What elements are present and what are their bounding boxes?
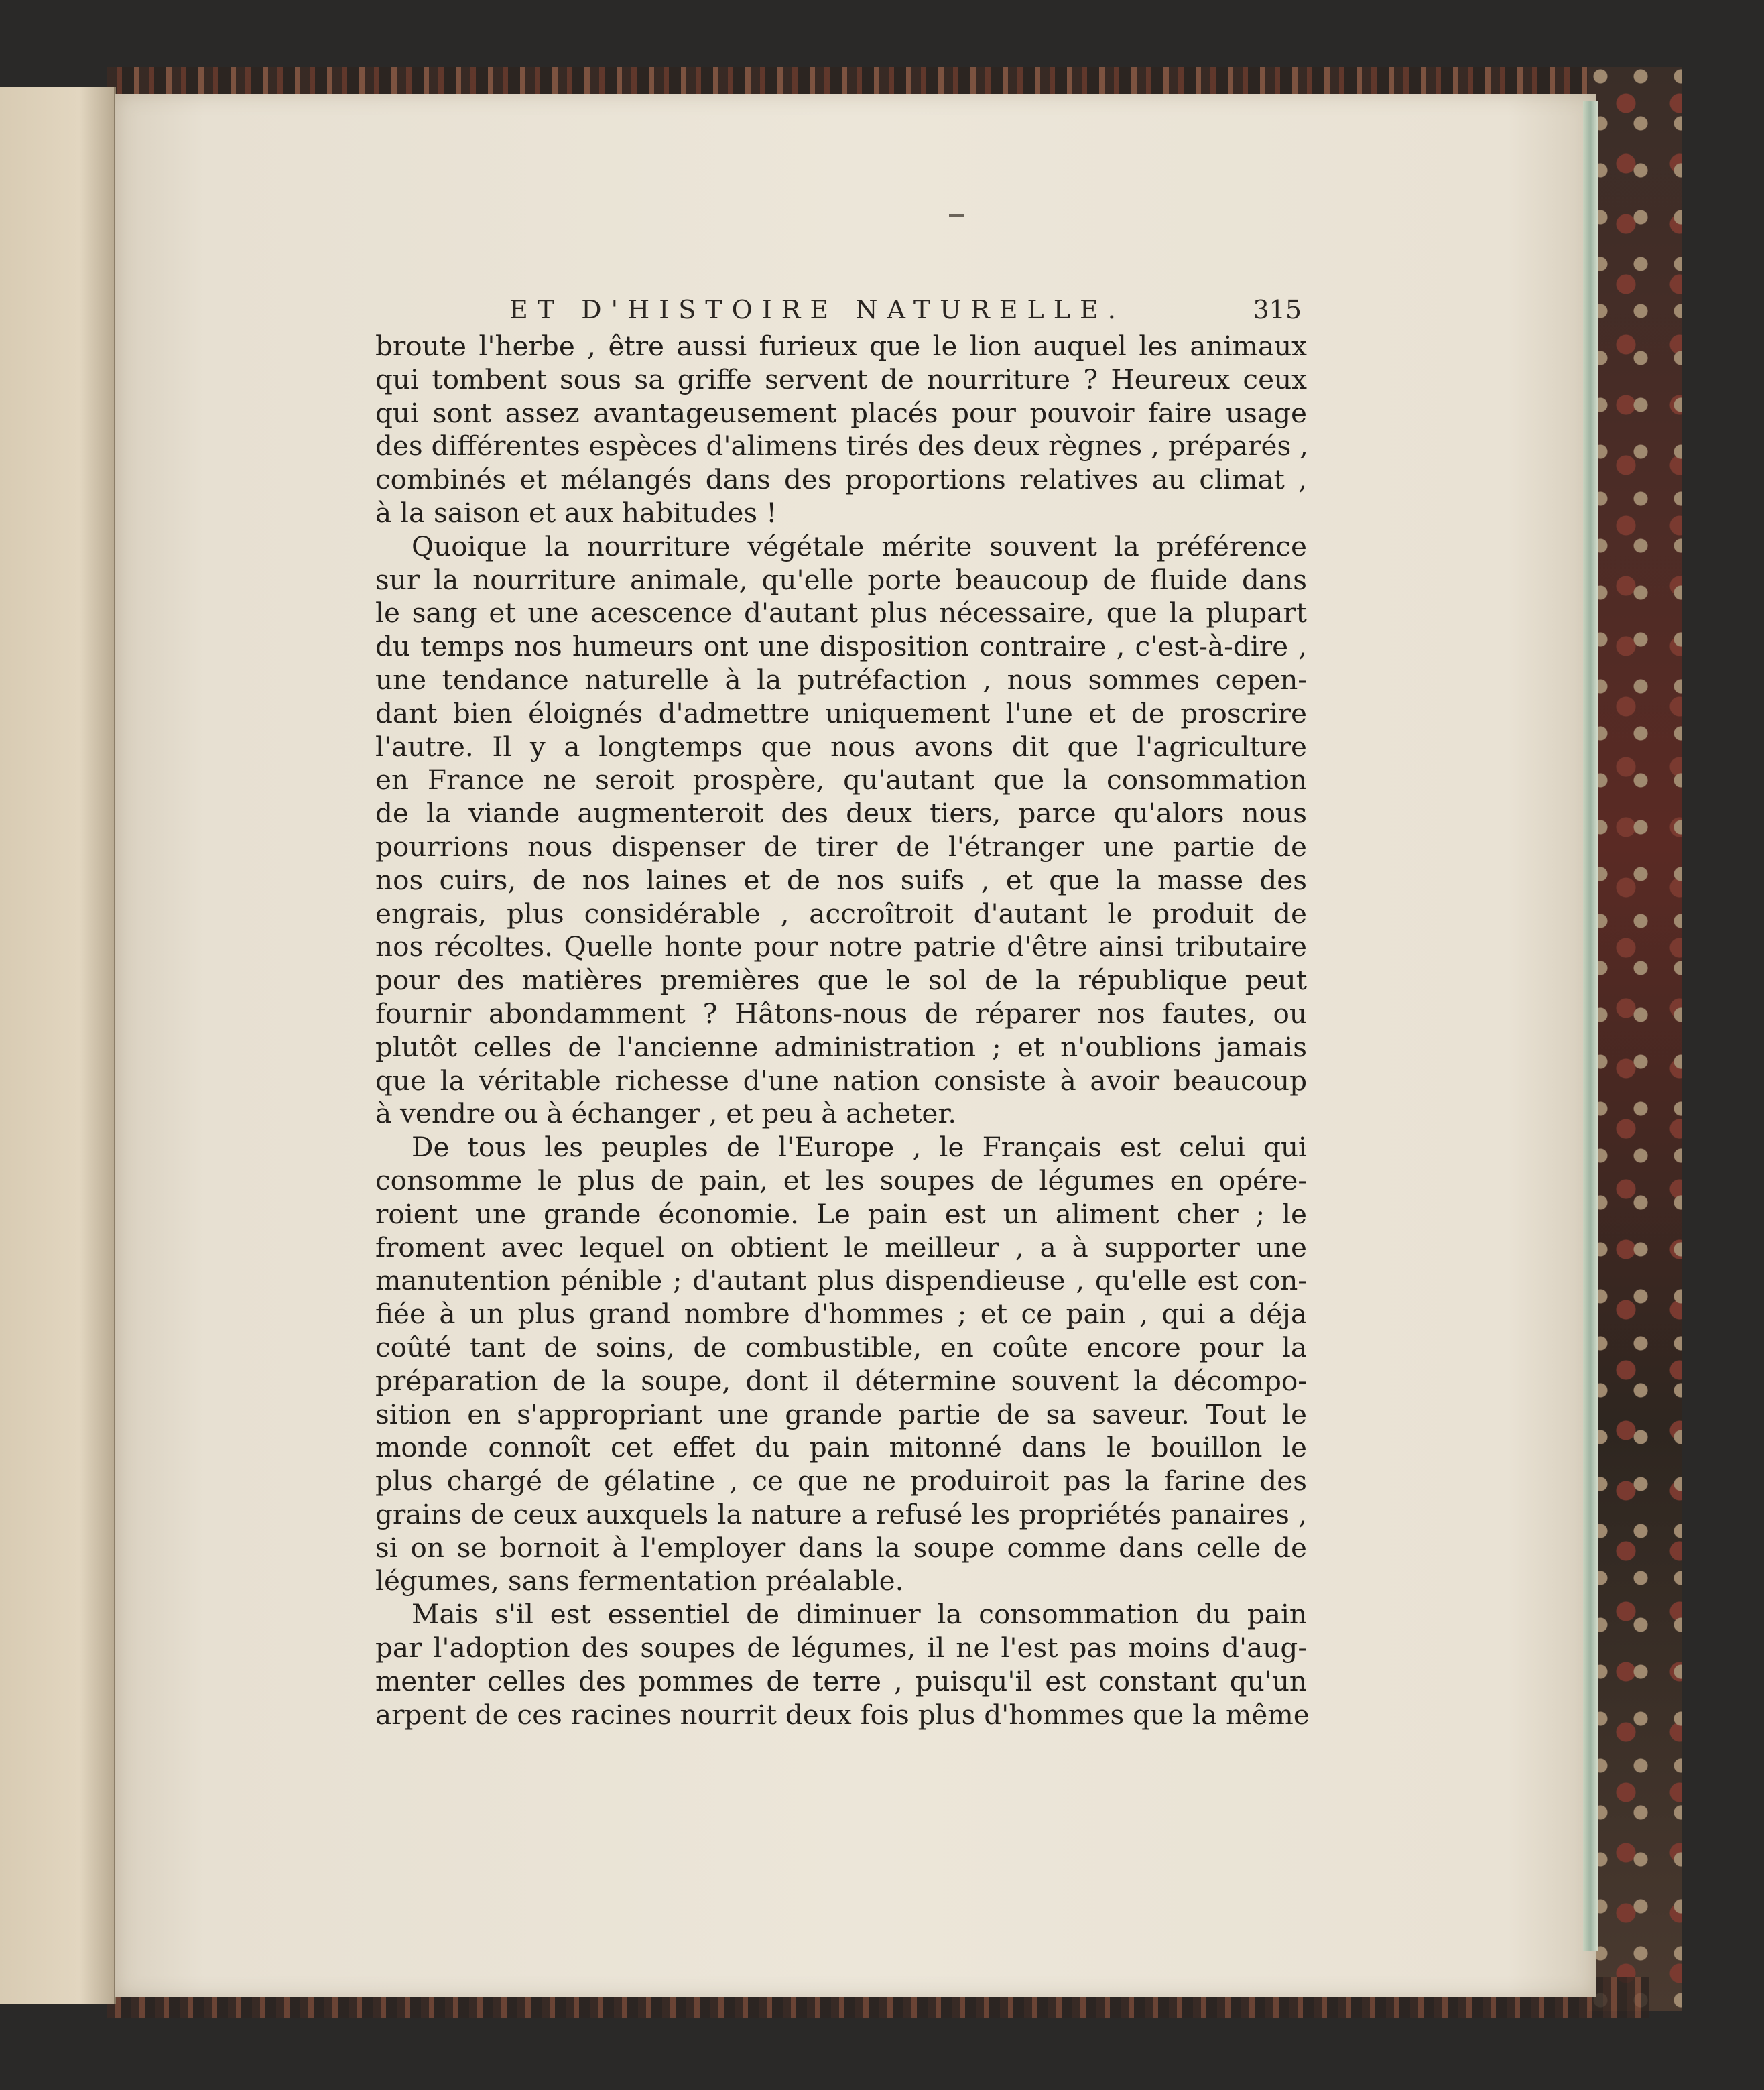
text-line: nos cuirs, de nos laines et de nos suifs , et que la masse des [375, 863, 1307, 896]
text-line: dant bien éloignés d'admettre uniquement l'une et de proscrire [375, 696, 1307, 729]
text-line: fiée à un plus grand nombre d'hommes ; et ce pain , qui a déja [375, 1298, 1307, 1331]
text-line: plutôt celles de l'ancienne administration ; et n'oublions jamais [375, 1030, 1307, 1063]
text-line: qui tombent sous sa griffe servent de nourriture ? Heureux ceux [375, 363, 1307, 395]
text-line: Mais s'il est essentiel de diminuer la consommation du pain [412, 1598, 1307, 1631]
text-line: à vendre ou à échanger , et peu à acheter. [375, 1097, 957, 1130]
text-line: Quoique la nourriture végétale mérite souvent la préférence [412, 530, 1307, 562]
text-line: l'autre. Il y a longtemps que nous avons dit que l'agriculture [375, 730, 1307, 763]
text-line: qui sont assez avantageusement placés pour pouvoir faire usage [375, 396, 1307, 429]
text-line: de la viande augmenteroit des deux tiers, parce qu'alors nous [375, 797, 1307, 830]
text-line: combinés et mélangés dans des proportions relatives au climat , [375, 463, 1307, 496]
text-line: légumes, sans fermentation préalable. [375, 1564, 904, 1597]
page-number: 315 [1253, 295, 1302, 324]
text-line: coûté tant de soins, de combustible, en coûte encore pour la [375, 1331, 1307, 1363]
running-header [483, 295, 1302, 328]
text-line: pourrions nous dispenser de tirer de l'étranger une partie de [375, 830, 1307, 863]
text-line: plus chargé de gélatine , ce que ne produiroit pas la farine des [375, 1465, 1307, 1497]
text-line: fournir abondamment ? Hâtons-nous de réparer nos fautes, ou [375, 997, 1307, 1030]
running-title: ET D'HISTOIRE NATURELLE. [509, 295, 1125, 324]
text-line: à la saison et aux habitudes ! [375, 496, 777, 529]
text-line: manutention pénible ; d'autant plus dispendieuse , qu'elle est con- [375, 1264, 1307, 1297]
text-line: consomme le plus de pain, et les soupes de légumes en opére- [375, 1164, 1307, 1196]
text-line: sur la nourriture animale, qu'elle porte beaucoup de fluide dans [375, 563, 1307, 596]
text-line: arpent de ces racines nourrit deux fois plus d'hommes que la même [375, 1698, 1310, 1731]
marbled-cover-edge [1588, 67, 1682, 2011]
text-line: en France ne seroit prospère, qu'autant que la consommation [375, 763, 1307, 796]
text-line: roient une grande économie. Le pain est un aliment cher ; le [375, 1197, 1307, 1230]
text-line: des différentes espèces d'alimens tirés des deux règnes , préparés , [375, 430, 1309, 463]
facing-page-edge [0, 87, 116, 2004]
page-mark [949, 214, 964, 217]
text-line: monde connoît cet effet du pain mitonné dans le bouillon le [375, 1431, 1307, 1464]
text-line: De tous les peuples de l'Europe , le Français est celui qui [412, 1131, 1307, 1164]
text-line: grains de ceux auxquels la nature a refusé les propriétés panaires , [375, 1497, 1307, 1530]
text-line: par l'adoption des soupes de légumes, il ne l'est pas moins d'aug- [375, 1632, 1307, 1664]
page-stack-edge [1583, 101, 1598, 1951]
text-line: le sang et une acescence d'autant plus nécessaire, que la plupart [375, 597, 1307, 629]
text-line: du temps nos humeurs ont une disposition contraire , c'est-à-dire , [375, 630, 1307, 663]
text-line: nos récoltes. Quelle honte pour notre patrie d'être ainsi tributaire [375, 930, 1307, 963]
text-line: sition en s'appropriant une grande partie de sa saveur. Tout le [375, 1398, 1307, 1430]
text-line: froment avec lequel on obtient le meilleur , a à supporter une [375, 1231, 1307, 1264]
text-line: préparation de la soupe, dont il détermine souvent la décompo- [375, 1364, 1307, 1397]
text-line: broute l'herbe , être aussi furieux que le lion auquel les animaux [375, 330, 1307, 362]
text-line: engrais, plus considérable , accroîtroit d'autant le produit de [375, 897, 1307, 930]
text-line: menter celles des pommes de terre , puisqu'il est constant qu'un [375, 1664, 1307, 1697]
text-line: pour des matières premières que le sol de la république peut [375, 964, 1307, 997]
body-text [375, 330, 1310, 1731]
text-line: si on se bornoit à l'employer dans la soupe comme dans celle de [375, 1531, 1307, 1564]
text-line: une tendance naturelle à la putréfaction , nous sommes cepen- [375, 663, 1307, 696]
text-line: que la véritable richesse d'une nation consiste à avoir beaucoup [375, 1064, 1307, 1097]
